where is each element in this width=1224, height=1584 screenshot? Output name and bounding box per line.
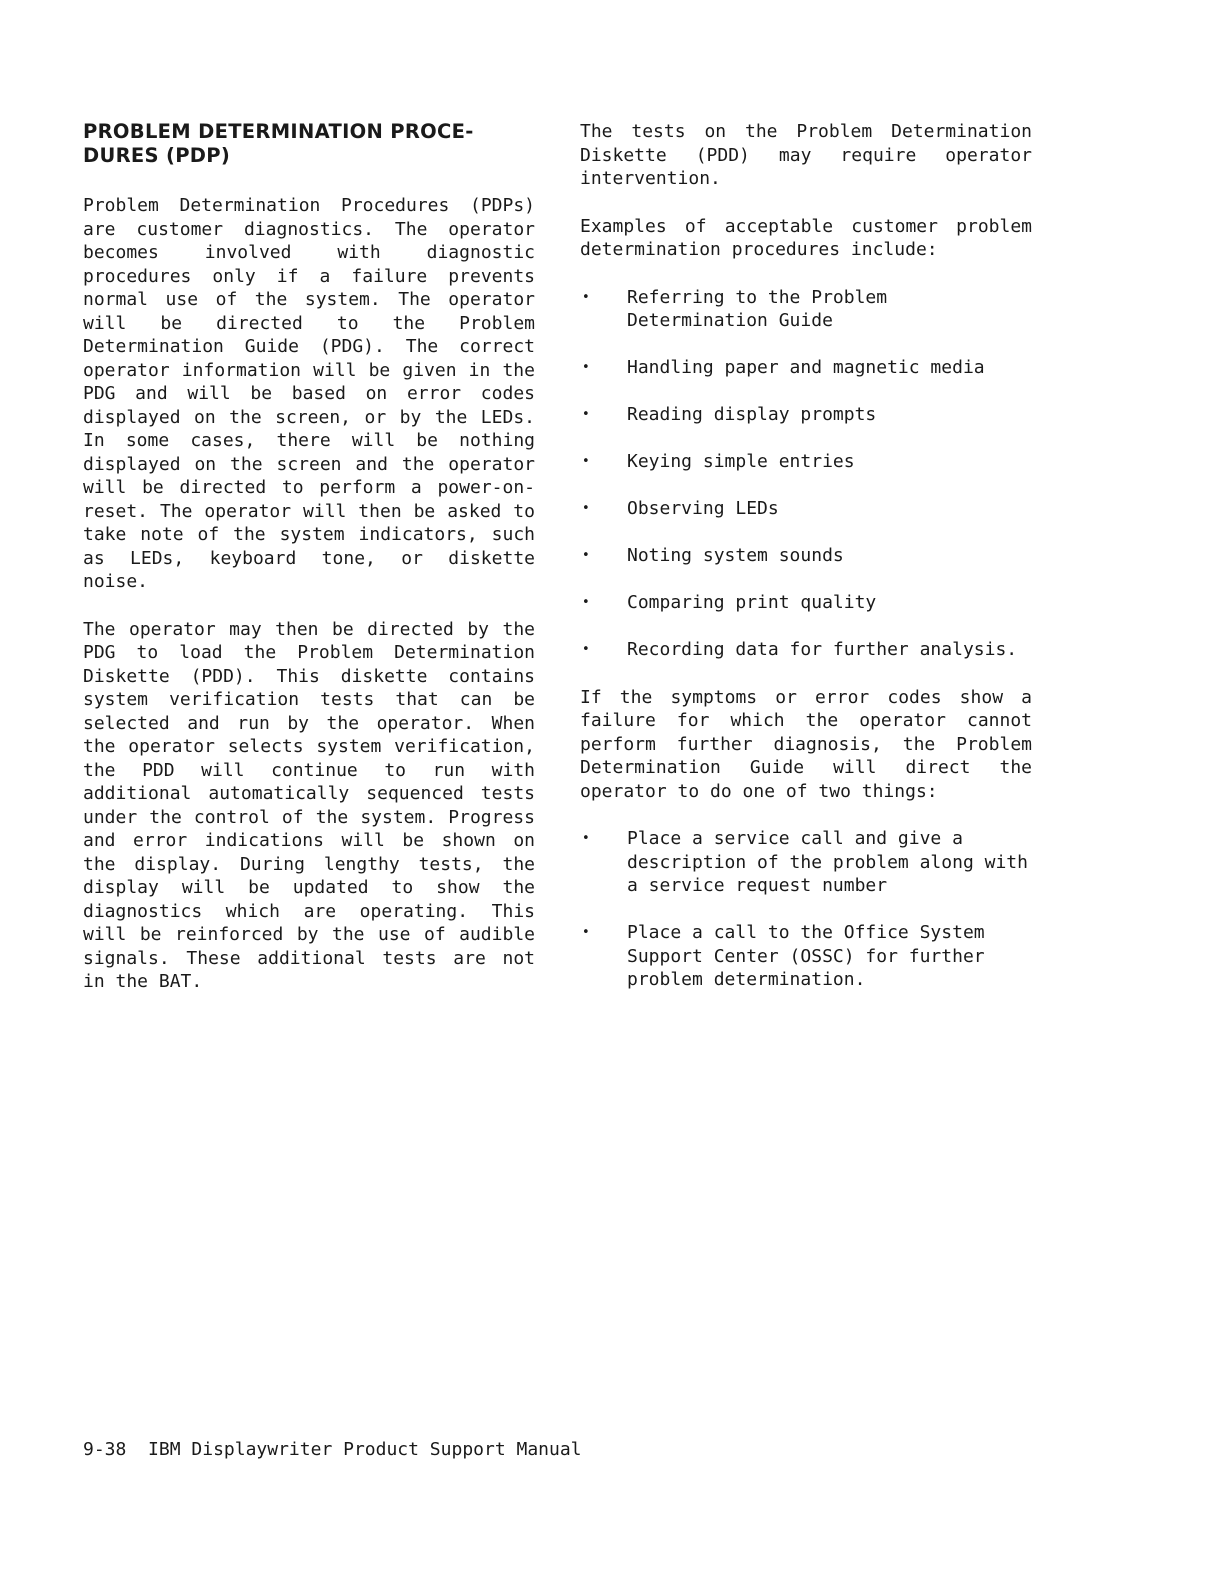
bullet-icon: • [582,831,590,846]
list-item [580,921,1032,992]
list-item [580,591,1032,615]
pdp-description-paragraph: Problem Determination Procedures (PDPs) are customer diagnostics. The operator becomes involved with diagnostic procedures only if a failure prevents normal use of the system. The operator will be directed to the Problem Determination Guide (PDG). The correct operator information will be given in the PDG and will be based on error codes displayed on the screen, or by the LEDs. In some cases, there will be nothing displayed on the screen and the operator will be directed to perform a power-on-reset. The operator will then be asked to take note of the system indicators, such as LEDs, keyboard tone, or diskette noise. [83,195,535,592]
list-item-text: Reading display prompts [627,404,877,425]
page-footer [83,1438,582,1462]
bullet-icon: • [582,925,590,940]
pdd-intervention-paragraph: The tests on the Problem Determination Diskette (PDD) may require operator intervention. [580,121,1032,189]
bullet-icon: • [582,407,590,422]
manual-title: IBM Displaywriter Product Support Manual [148,1439,582,1460]
pdd-description-paragraph: The operator may then be directed by the PDG to load the Problem Determination Diskette (PDD). This diskette contains system verification tests that can be selected and run by the operator. When the operator selects system verification, the PDD will continue to run with additional automatically sequenced tests under the control of the system. Progress and error indications will be shown on the display. During lengthy tests, the display will be updated to show the diagnostics which are operating. This will be reinforced by the use of audible signals. These additional tests are not in the BAT. [83,618,535,992]
list-item [580,286,1032,333]
list-item [580,450,1032,474]
list-item [580,544,1032,568]
left-column [83,120,535,1018]
bullet-icon: • [582,642,590,657]
actions-list [580,827,1032,992]
list-item [580,827,1032,898]
list-item [580,638,1032,662]
list-item-text: Keying simple entries [627,451,855,472]
page-number: 9-38 [83,1439,127,1460]
right-column [580,120,1032,1016]
list-item-text: Place a service call and give a description of the problem along with a service request number [627,828,1028,896]
list-item [580,403,1032,427]
bullet-icon: • [582,548,590,563]
bullet-icon: • [582,360,590,375]
bullet-icon: • [582,595,590,610]
list-item-text: Referring to the Problem Determination Guide [627,286,888,331]
list-item-text: Observing LEDs [627,498,779,519]
examples-list [580,286,1032,662]
symptoms-paragraph: If the symptoms or error codes show a failure for which the operator cannot perform further diagnosis, the Problem Determination Guide will direct the operator to do one of two things: [580,686,1032,802]
list-item [580,497,1032,521]
bullet-icon: • [582,454,590,469]
list-item-text: Place a call to the Office System Support Center (OSSC) for further problem determination. [627,922,985,990]
section-heading: PROBLEM DETERMINATION PROCE- DURES (PDP) [83,120,474,167]
list-item-text: Noting system sounds [627,545,844,566]
bullet-icon: • [582,501,590,516]
list-item-text: Handling paper and magnetic media [627,357,985,378]
list-item-text: Recording data for further analysis. [627,639,1018,660]
list-item-text: Comparing print quality [627,592,877,613]
bullet-icon: • [582,289,590,305]
examples-intro-paragraph: Examples of acceptable customer problem determination procedures include: [580,215,1032,260]
list-item [580,356,1032,380]
